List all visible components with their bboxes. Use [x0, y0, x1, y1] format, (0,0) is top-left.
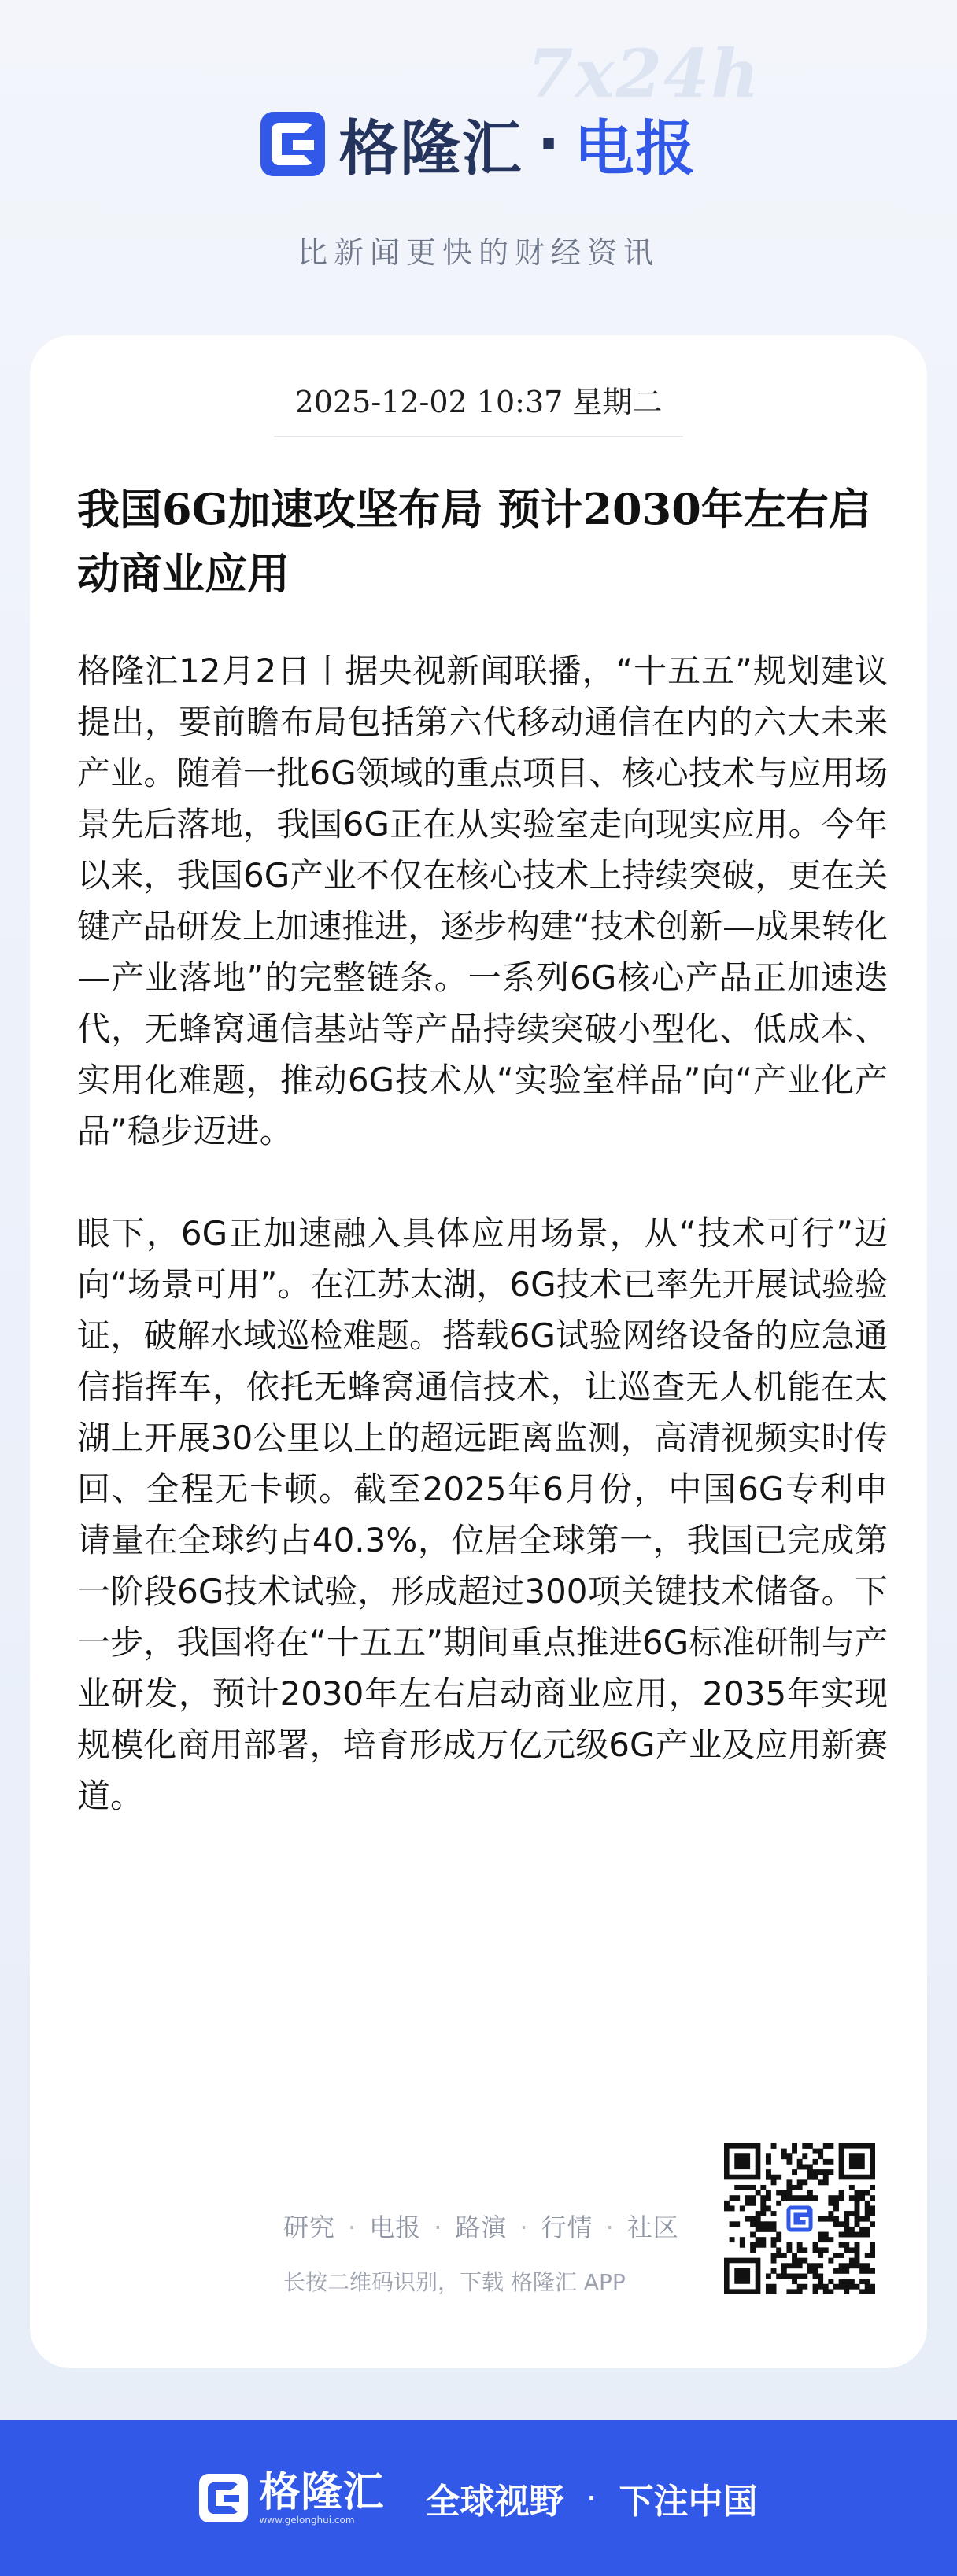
- footer-links: [283, 2208, 679, 2244]
- footer-separator: ·: [519, 2212, 529, 2242]
- qr-code-icon: [724, 2143, 875, 2294]
- date-divider: [274, 436, 683, 437]
- article-datetime: 2025-12-02 10:37 星期二: [294, 385, 663, 419]
- footer-separator: ·: [605, 2212, 615, 2242]
- article-title: 我国6G加速攻坚布局 预计2030年左右启动商业应用: [77, 484, 871, 599]
- brand-header: [0, 101, 957, 186]
- article-paragraph: 眼下，6G正加速融入具体应用场景，从“技术可行”迈向“场景可用”。在江苏太湖，6G技术已率先开展试验验证，破解水域巡检难题。搭载6G试验网络设备的应急通信指挥车，依托无蜂窝通信技术，让巡查无人机能在太湖上开展30公里以上的超远距离监测，高清视频实时传回、全程无卡顿。截至2025年6月份，中国6G专利申请量在全球约占40.3%，位居全球第一，我国已完成第一阶段6G技术试验，形成超过300项关键技术储备。下一步，我国将在“十五五”期间重点推进6G标准研制与产业研发，预计2030年左右启动商业应用，2035年实现规模化商用部署，培育形成万亿元级6G产业及应用新赛道。: [77, 1214, 888, 1815]
- footer-link-market[interactable]: 行情: [541, 2212, 593, 2242]
- bottom-banner: [0, 2420, 957, 2576]
- article-body: [77, 645, 888, 1873]
- gelonghui-logo-icon: [260, 112, 325, 176]
- gelonghui-logo-icon: [199, 2474, 248, 2522]
- article-paragraph: 格隆汇12月2日丨据央视新闻联播，“十五五”规划建议提出，要前瞻布局包括第六代移动通信在内的六大未来产业。随着一批6G领域的重点项目、核心技术与应用场景先后落地，我国6G正在从实验室走向现实应用。今年以来，我国6G产业不仅在核心技术上持续突破，更在关键产品研发上加速推进，逐步构建“技术创新—成果转化—产业落地”的完整链条。一系列6G核心产品正加速迭代，无蜂窝通信基站等产品持续突破小型化、低成本、实用化难题，推动6G技术从“实验室样品”向“产业化产品”稳步迈进。: [77, 651, 888, 1150]
- qr-hint-text: 长按二维码识别，下载 格隆汇 APP: [283, 2269, 626, 2295]
- bottom-brand-name: 格隆汇: [259, 2469, 385, 2516]
- bottom-dot: ·: [586, 2478, 597, 2519]
- qr-code[interactable]: [724, 2143, 875, 2294]
- footer-link-research[interactable]: 研究: [283, 2212, 336, 2242]
- brand-section: 电报: [574, 113, 697, 183]
- footer-link-roadshow[interactable]: 路演: [455, 2212, 508, 2242]
- brand-dot: ·: [537, 109, 560, 179]
- slogan: 比新闻更快的财经资讯: [297, 235, 660, 270]
- footer-link-community[interactable]: 社区: [626, 2212, 679, 2242]
- article-card: [30, 335, 927, 2368]
- bottom-brand: [259, 2471, 384, 2526]
- footer-separator: ·: [434, 2212, 443, 2242]
- brand-name: 格隆汇: [338, 113, 523, 183]
- footer-separator: ·: [348, 2212, 357, 2242]
- watermark-7x24h: 7x24h: [527, 35, 761, 113]
- footer-link-telegraph[interactable]: 电报: [369, 2212, 422, 2242]
- bottom-brand-url: www.gelonghui.com: [259, 2515, 355, 2526]
- bottom-slogan-right: 下注中国: [619, 2482, 758, 2522]
- bottom-slogan-left: 全球视野: [425, 2482, 564, 2522]
